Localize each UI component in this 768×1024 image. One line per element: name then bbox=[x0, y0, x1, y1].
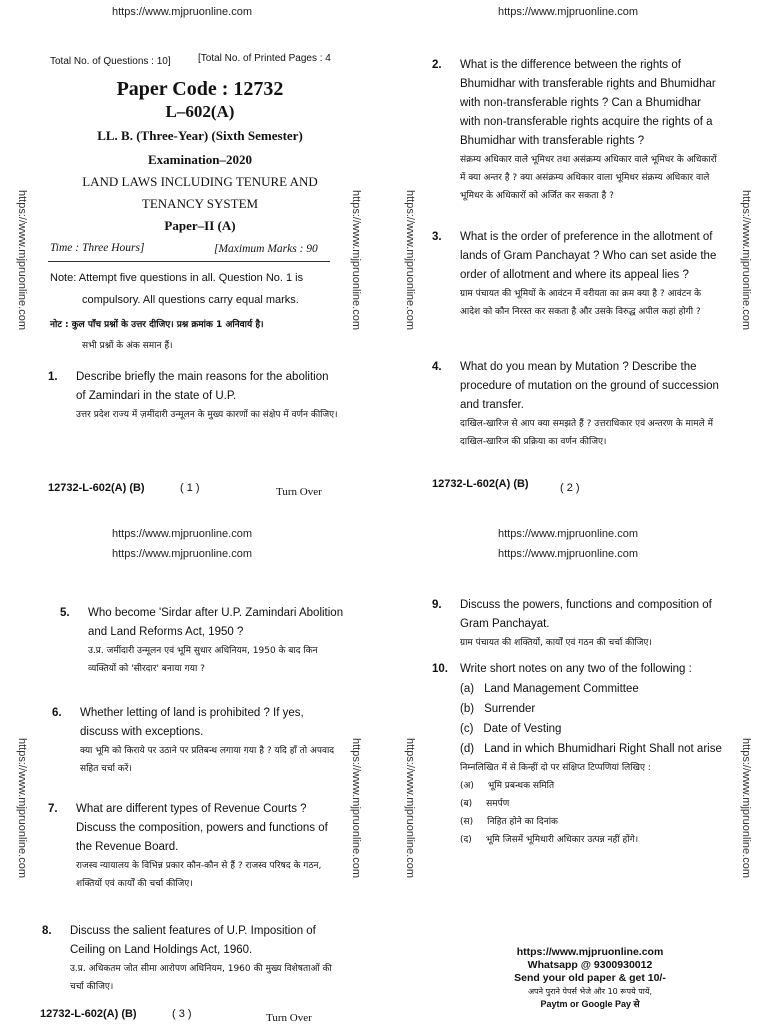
question-text-en: Whether letting of land is prohibited ? If yes, discuss with exceptions. bbox=[80, 707, 304, 738]
question-number: 1. bbox=[48, 371, 58, 383]
short-note-list-en bbox=[460, 679, 726, 759]
turn-over: Turn Over bbox=[276, 486, 322, 498]
question-text-hi: उ.प्र. जमींदारी उन्मूलन एवं भूमि सुधार अधिनियम, 1950 के बाद किन व्यक्तियों को 'सीरदार' बनाया गया ? bbox=[88, 646, 318, 674]
side-url-5: https://www.mjpruonline.com bbox=[16, 738, 28, 878]
question-text-hi: उत्तर प्रदेश राज्य में ज़मींदारी उन्मूलन के मुख्य कारणों का संक्षेप में वर्णन कीजिए। bbox=[76, 410, 338, 420]
question-text-en: What is the difference between the rights of Bhumidhar with transferable rights and Bhumidhar with non-transferable rights ? Can a Bhumidhar with non-transferable rights acquire the rights of a Bhumidhar with transferable rights ? bbox=[460, 59, 716, 147]
turn-over: Turn Over bbox=[266, 1012, 312, 1024]
side-url-8: https://www.mjpruonline.com bbox=[740, 738, 752, 878]
course-name: LL. B. (Three-Year) (Sixth Semester) bbox=[97, 128, 303, 143]
list-item: (ब) समर्पण bbox=[460, 799, 510, 809]
side-url-1: https://www.mjpruonline.com bbox=[16, 190, 28, 330]
question-text-en: Discuss the salient features of U.P. Imposition of Ceiling on Land Holdings Act, 1960. bbox=[70, 925, 316, 956]
note-hindi-2: सभी प्रश्नों के अंक समान हैं। bbox=[82, 341, 173, 351]
promo-payment: Paytm or Google Pay से bbox=[540, 999, 640, 1009]
side-url-6: https://www.mjpruonline.com bbox=[350, 738, 362, 878]
max-marks: [Maximum Marks : 90 bbox=[214, 243, 318, 255]
question-number: 9. bbox=[432, 599, 442, 611]
list-item: (स) निहित होने का दिनांक bbox=[460, 817, 558, 827]
question-text-hi: संक्रम्य अधिकार वाले भूमिधर तथा असंक्रम्य अधिकार वाले भूमिधर के अधिकारों में क्या अन्तर है ? क्या असंक्रम्य अधिकार वाला भूमिधर संक्रम्य अधिकार वाले भूमिधर के अधिकारों को अर्जित कर सकता है ? bbox=[460, 155, 717, 201]
list-item: (द) भूमि जिसमें भूमिधारी अधिकार उत्पन्न नहीं होंगे। bbox=[460, 835, 639, 845]
course-code: L–602(A) bbox=[165, 102, 235, 121]
question-5 bbox=[60, 604, 344, 678]
paper-code: Paper Code : 12732 bbox=[116, 78, 284, 100]
footer-page-number: ( 3 ) bbox=[172, 1008, 192, 1020]
footer-page-number: ( 1 ) bbox=[180, 482, 200, 494]
exam-year: Examination–2020 bbox=[147, 152, 252, 167]
question-4 bbox=[432, 358, 722, 451]
side-url-2: https://www.mjpruonline.com bbox=[350, 190, 362, 330]
promo-url: https://www.mjpruonline.com bbox=[516, 946, 664, 958]
question-text-en: Write short notes on any two of the following : bbox=[460, 663, 692, 675]
question-text-hi: राजस्व न्यायालय के विभिन्न प्रकार कौन-कौन से हैं ? राजस्व परिषद के गठन, शक्तियों एवं कार्यों की चर्चा कीजिए। bbox=[76, 861, 322, 889]
question-text-hi: दाखिल-खारिज से आप क्या समझते हैं ? उत्तराधिकार एवं अन्तरण के मामले में दाखिल-खारिज की प्रक्रिया का वर्णन कीजिए। bbox=[460, 419, 713, 447]
header-rule bbox=[48, 261, 330, 262]
question-9 bbox=[432, 596, 722, 652]
side-url-3: https://www.mjpruonline.com bbox=[404, 190, 416, 330]
question-number: 6. bbox=[52, 707, 62, 719]
list-item: (c) Date of Vesting bbox=[460, 723, 562, 735]
mid-url-left-1: https://www.mjpruonline.com bbox=[112, 528, 252, 540]
question-number: 2. bbox=[432, 59, 442, 71]
top-url-left: https://www.mjpruonline.com bbox=[112, 6, 252, 18]
question-2 bbox=[432, 56, 722, 205]
list-item: (b) Surrender bbox=[460, 703, 536, 715]
question-text-en: Who become 'Sirdar after U.P. Zamindari Abolition and Land Reforms Act, 1950 ? bbox=[88, 607, 344, 638]
question-number: 7. bbox=[48, 803, 58, 815]
list-item: (अ) भूमि प्रबन्धक समिति bbox=[460, 781, 555, 791]
question-text-en: What are different types of Revenue Courts ? Discuss the composition, powers and functions of the Revenue Board. bbox=[76, 803, 328, 853]
note-english-1: Note: Attempt five questions in all. Question No. 1 is bbox=[50, 272, 304, 284]
subject-line-1: LAND LAWS INCLUDING TENURE AND bbox=[82, 174, 318, 189]
footer-page-number: ( 2 ) bbox=[560, 482, 580, 494]
question-text-hi: निम्नलिखित में से किन्हीं दो पर संक्षिप्त टिप्पणियां लिखिए : bbox=[460, 763, 651, 773]
exam-time: Time : Three Hours] bbox=[50, 242, 145, 254]
question-number: 8. bbox=[42, 925, 52, 937]
promo-block bbox=[470, 946, 710, 1011]
footer-code: 12732-L-602(A) (B) bbox=[432, 478, 529, 490]
note-hindi-1: नोट : कुल पाँच प्रश्नों के उत्तर दीजिए। प्रश्न क्रमांक 1 अनिवार्य है। bbox=[50, 320, 264, 330]
question-10 bbox=[432, 660, 726, 849]
printed-pages: [Total No. of Printed Pages : 4 bbox=[198, 53, 331, 64]
mid-url-left-2: https://www.mjpruonline.com bbox=[112, 548, 252, 560]
top-url-right: https://www.mjpruonline.com bbox=[498, 6, 638, 18]
question-6 bbox=[52, 704, 342, 778]
footer-code: 12732-L-602(A) (B) bbox=[48, 482, 145, 494]
question-text-en: Describe briefly the main reasons for the abolition of Zamindari in the state of U.P. bbox=[76, 371, 329, 402]
promo-whatsapp: Whatsapp @ 9300930012 bbox=[527, 959, 653, 971]
list-item: (a) Land Management Committee bbox=[460, 683, 639, 695]
question-text-en: Discuss the powers, functions and composition of Gram Panchayat. bbox=[460, 599, 712, 630]
promo-hindi: अपने पुराने पेपर्स भेजे और 10 रूपये पायें, bbox=[527, 987, 653, 996]
question-number: 3. bbox=[432, 231, 442, 243]
question-text-en: What is the order of preference in the allotment of lands of Gram Panchayat ? Who can set aside the order of allotment and where its appeal lies ? bbox=[460, 231, 717, 281]
question-3 bbox=[432, 228, 722, 321]
question-number: 10. bbox=[432, 663, 448, 675]
question-1 bbox=[48, 368, 338, 424]
question-text-hi: ग्राम पंचायत की भूमियों के आवंटन में वरीयता का क्रम क्या है ? आवंटन के आदेश को कौन निरस्त कर सकता है और उसके विरुद्ध अपील कहां होगी ? bbox=[460, 289, 702, 317]
subject-line-2: TENANCY SYSTEM bbox=[141, 196, 259, 211]
question-text-hi: उ.प्र. अधिकतम जोत सीमा आरोपण अधिनियम, 1960 की मुख्य विशेषताओं की चर्चा कीजिए। bbox=[70, 964, 332, 992]
question-number: 4. bbox=[432, 361, 442, 373]
note-english-2: compulsory. All questions carry equal marks. bbox=[82, 294, 299, 306]
short-note-list-hi bbox=[460, 777, 726, 849]
mid-url-right-1: https://www.mjpruonline.com bbox=[498, 528, 638, 540]
mid-url-right-2: https://www.mjpruonline.com bbox=[498, 548, 638, 560]
question-text-hi: क्या भूमि को किराये पर उठाने पर प्रतिबन्ध लगाया गया है ? यदि हाँ तो अपवाद सहित चर्चा करें। bbox=[80, 746, 335, 774]
question-number: 5. bbox=[60, 607, 70, 619]
side-url-7: https://www.mjpruonline.com bbox=[404, 738, 416, 878]
question-text-hi: ग्राम पंचायत की शक्तियों, कार्यों एवं गठन की चर्चा कीजिए। bbox=[460, 638, 652, 648]
question-8 bbox=[42, 922, 340, 996]
paper-number: Paper–II (A) bbox=[164, 218, 236, 233]
list-item: (d) Land in which Bhumidhari Right Shall not arise bbox=[460, 743, 722, 755]
total-questions: Total No. of Questions : 10] bbox=[50, 56, 171, 67]
side-url-4: https://www.mjpruonline.com bbox=[740, 190, 752, 330]
question-7 bbox=[48, 800, 338, 893]
question-text-en: What do you mean by Mutation ? Describe the procedure of mutation on the ground of succession and transfer. bbox=[460, 361, 719, 411]
footer-code: 12732-L-602(A) (B) bbox=[40, 1008, 137, 1020]
promo-send-paper: Send your old paper & get 10/- bbox=[514, 972, 666, 984]
